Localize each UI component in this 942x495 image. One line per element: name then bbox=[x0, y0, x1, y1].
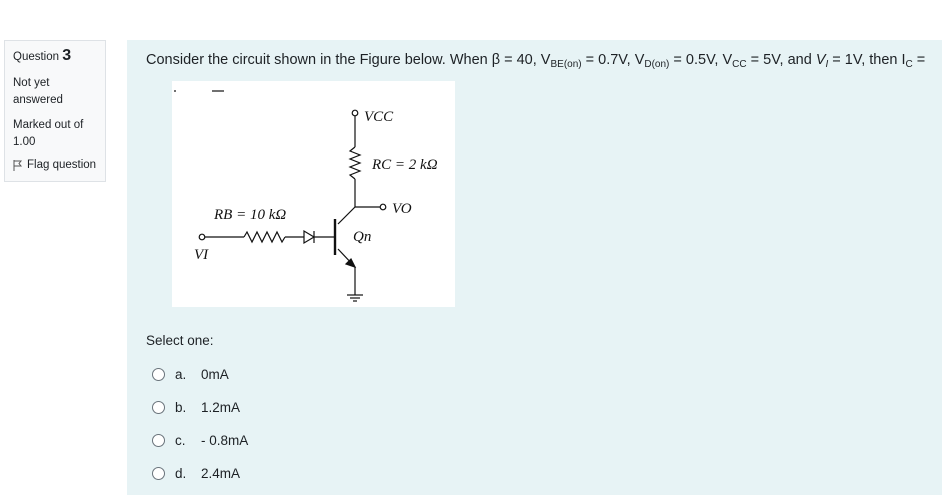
vi-label: VI bbox=[194, 247, 209, 263]
radio-button[interactable] bbox=[152, 401, 165, 414]
flag-icon bbox=[13, 160, 23, 171]
radio-button[interactable] bbox=[152, 467, 165, 480]
qn-label: Qn bbox=[353, 229, 372, 245]
answer-options bbox=[152, 358, 248, 490]
circuit-figure bbox=[172, 81, 455, 307]
radio-button[interactable] bbox=[152, 368, 165, 381]
radio-button[interactable] bbox=[152, 434, 165, 447]
question-text: Consider the circuit shown in the Figure below. When β = 40, $V_{BE(on)} = 0.7V$, $V_{D(on)} = 0.5V$, $V_{CC} = 5V$, and $V_I = 1V$, then $I_C$ = bbox=[146, 52, 926, 70]
question-grade: Marked out of 1.00 bbox=[13, 119, 84, 148]
rc-label: RC = 2 kΩ bbox=[372, 157, 438, 173]
question-info-panel bbox=[4, 40, 106, 182]
option-a[interactable]: a. 0mA bbox=[152, 358, 248, 391]
question-number: Question 3 bbox=[13, 47, 72, 64]
option-d[interactable]: d. 2.4mA bbox=[152, 457, 248, 490]
select-one-prompt: Select one: bbox=[146, 333, 214, 348]
vo-label: VO bbox=[392, 201, 412, 217]
circuit-diagram bbox=[172, 81, 455, 307]
question-state: Not yet answered bbox=[13, 77, 63, 106]
option-c[interactable]: c. - 0.8mA bbox=[152, 424, 248, 457]
option-b[interactable]: b. 1.2mA bbox=[152, 391, 248, 424]
flag-question-link[interactable]: Flag question bbox=[13, 159, 97, 171]
vcc-label: VCC bbox=[364, 109, 394, 125]
rb-label: RB = 10 kΩ bbox=[214, 207, 287, 223]
question-content bbox=[127, 40, 942, 495]
